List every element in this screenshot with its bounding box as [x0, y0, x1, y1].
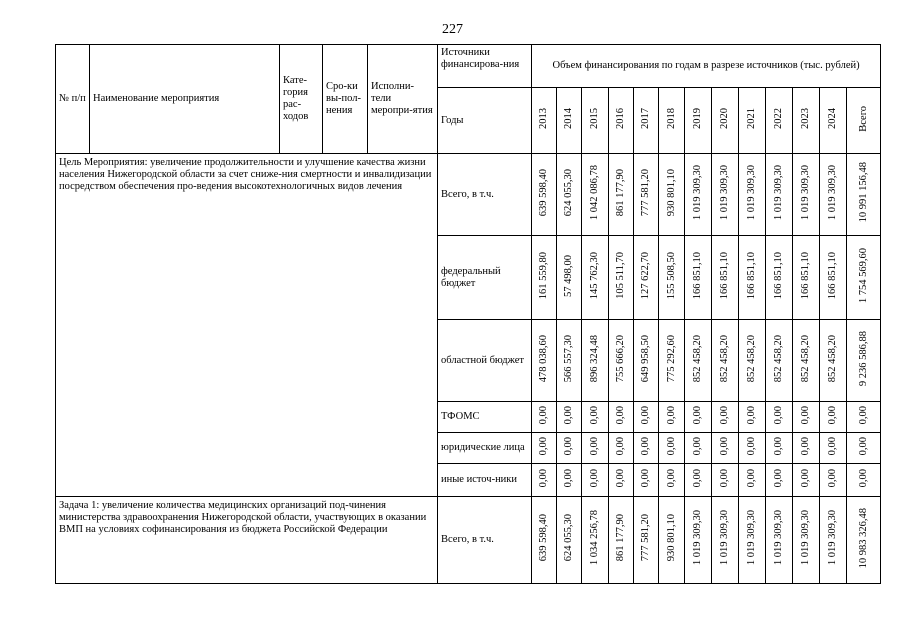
- amount-cell: [582, 464, 609, 497]
- amount-cell: [634, 464, 659, 497]
- amount-cell: [847, 464, 881, 497]
- amount-cell: [557, 433, 582, 464]
- amount-cell-text: 775 292,60: [665, 334, 677, 383]
- source-label: федеральный бюджет: [438, 236, 532, 320]
- amount-cell-text: 852 458,20: [827, 334, 838, 383]
- amount-cell-text: 0,00: [800, 436, 811, 456]
- amount-cell: [685, 154, 712, 236]
- task1-text: Задача 1: увеличение количества медицинских организаций под-чинения министерства здравоохранения Нижегородской области, участвующих в оказании ВМП на условиях софинансирования из бюджета Российской Федерации: [56, 497, 438, 584]
- year-header: [847, 88, 881, 154]
- amount-cell: [820, 402, 847, 433]
- amount-cell-text: 0,00: [589, 405, 600, 425]
- amount-cell-text: 852 458,20: [773, 334, 784, 383]
- amount-cell: [793, 402, 820, 433]
- amount-cell-text: 10 991 156,48: [857, 162, 869, 223]
- amount-cell: [532, 320, 557, 402]
- amount-cell: [557, 236, 582, 320]
- amount-cell: [820, 154, 847, 236]
- amount-cell: [532, 402, 557, 433]
- amount-cell: [582, 497, 609, 584]
- amount-cell-text: 624 055,30: [563, 514, 574, 562]
- amount-cell: [793, 497, 820, 584]
- amount-cell-text: 166 851,10: [746, 251, 757, 300]
- year-header: [609, 88, 634, 154]
- source-label: Всего, в т.ч.: [438, 154, 532, 236]
- amount-cell-text: 639 598,40: [538, 168, 549, 217]
- amount-cell-text: 930 801,10: [665, 514, 677, 562]
- amount-cell: [634, 320, 659, 402]
- year-header-text: 2020: [719, 108, 730, 129]
- amount-cell: [766, 402, 793, 433]
- amount-cell-text: 0,00: [719, 405, 730, 425]
- amount-cell: [659, 464, 685, 497]
- header-terms: Сро-ки вы-пол-нения: [323, 45, 368, 154]
- amount-cell: [609, 464, 634, 497]
- header-executors: Исполни-тели меропри-ятия: [368, 45, 438, 154]
- amount-cell: [793, 433, 820, 464]
- amount-cell-text: 0,00: [692, 436, 703, 456]
- amount-cell: [793, 464, 820, 497]
- amount-cell: [766, 464, 793, 497]
- amount-cell: [712, 402, 739, 433]
- amount-cell-text: 0,00: [538, 436, 549, 456]
- year-header-text: 2017: [640, 108, 651, 129]
- source-label: Всего, в т.ч.: [438, 497, 532, 584]
- amount-cell-text: 861 177,90: [615, 514, 626, 562]
- page-number: 227: [442, 22, 463, 37]
- amount-cell-text: 0,00: [615, 436, 626, 456]
- amount-cell: [739, 433, 766, 464]
- amount-cell-text: 639 598,40: [538, 514, 549, 562]
- amount-cell: [609, 236, 634, 320]
- amount-cell-text: 1 019 309,30: [692, 164, 703, 221]
- year-header: [820, 88, 847, 154]
- amount-cell-text: 145 762,30: [589, 251, 600, 300]
- amount-cell-text: 852 458,20: [800, 334, 811, 383]
- source-label: юридические лица: [438, 433, 532, 464]
- amount-cell: [582, 154, 609, 236]
- amount-cell-text: 0,00: [665, 405, 677, 425]
- amount-cell-text: 0,00: [719, 436, 730, 456]
- amount-cell: [659, 433, 685, 464]
- amount-cell-text: 0,00: [665, 468, 677, 488]
- amount-cell: [634, 154, 659, 236]
- amount-cell: [739, 154, 766, 236]
- amount-cell-text: 57 498,00: [563, 254, 574, 297]
- amount-cell-text: 0,00: [719, 468, 730, 488]
- amount-cell: [793, 236, 820, 320]
- source-label: ТФОМС: [438, 402, 532, 433]
- amount-cell-text: 105 511,70: [615, 252, 626, 299]
- goal-text: Цель Мероприятия: увеличение продолжительности и улучшение качества жизни населения Нижегородской области за счет сниже-ния смертности и инвалидизации посредством обеспечения про-ведения высокотехнологичных видов лечения: [56, 154, 438, 497]
- amount-cell: [712, 497, 739, 584]
- amount-cell: [582, 402, 609, 433]
- amount-cell-text: 0,00: [857, 436, 869, 456]
- amount-cell: [557, 497, 582, 584]
- year-header-text: Всего: [857, 105, 869, 132]
- amount-cell: [557, 402, 582, 433]
- amount-cell-text: 0,00: [538, 405, 549, 425]
- amount-cell: [582, 433, 609, 464]
- amount-cell: [609, 433, 634, 464]
- amount-cell-text: 478 038,60: [538, 334, 549, 383]
- year-header: [659, 88, 685, 154]
- amount-cell: [766, 320, 793, 402]
- amount-cell: [739, 497, 766, 584]
- amount-cell: [712, 236, 739, 320]
- amount-cell-text: 127 622,70: [640, 251, 651, 300]
- amount-cell-text: 166 851,10: [692, 251, 703, 300]
- header-volume: Объем финансирования по годам в разрезе источников (тыс. рублей): [532, 45, 881, 88]
- amount-cell-text: 0,00: [563, 468, 574, 488]
- amount-cell: [766, 154, 793, 236]
- amount-cell: [532, 236, 557, 320]
- amount-cell: [712, 464, 739, 497]
- amount-cell-text: 566 557,30: [563, 334, 574, 383]
- amount-cell: [793, 320, 820, 402]
- amount-cell: [847, 433, 881, 464]
- amount-cell-text: 1 019 309,30: [827, 164, 838, 221]
- year-header-text: 2024: [827, 108, 838, 129]
- amount-cell-text: 0,00: [746, 405, 757, 425]
- amount-cell: [820, 433, 847, 464]
- amount-cell-text: 861 177,90: [615, 168, 626, 217]
- amount-cell-text: 0,00: [827, 405, 838, 425]
- amount-cell-text: 0,00: [665, 436, 677, 456]
- header-sources: Источники финансирова-ния: [438, 45, 532, 88]
- amount-cell-text: 0,00: [857, 405, 869, 425]
- amount-cell: [659, 154, 685, 236]
- amount-cell-text: 1 019 309,30: [719, 510, 730, 566]
- year-header-text: 2022: [773, 108, 784, 129]
- year-header-text: 2019: [692, 108, 703, 129]
- amount-cell-text: 0,00: [692, 468, 703, 488]
- amount-cell: [532, 464, 557, 497]
- amount-cell-text: 161 559,80: [538, 251, 549, 300]
- amount-cell-text: 649 958,50: [640, 334, 651, 383]
- amount-cell: [557, 320, 582, 402]
- amount-cell-text: 166 851,10: [827, 251, 838, 300]
- amount-cell: [820, 236, 847, 320]
- amount-cell-text: 0,00: [589, 468, 600, 488]
- amount-cell-text: 852 458,20: [692, 334, 703, 383]
- amount-cell: [582, 320, 609, 402]
- source-label: областной бюджет: [438, 320, 532, 402]
- amount-cell-text: 1 042 086,78: [589, 164, 600, 221]
- amount-cell-text: 755 666,20: [615, 334, 626, 383]
- year-header: [712, 88, 739, 154]
- year-header-text: 2014: [563, 108, 574, 129]
- amount-cell: [659, 236, 685, 320]
- amount-cell: [847, 320, 881, 402]
- amount-cell-text: 0,00: [827, 436, 838, 456]
- year-header-text: 2016: [615, 108, 626, 129]
- year-header: [685, 88, 712, 154]
- amount-cell-text: 1 019 309,30: [773, 164, 784, 221]
- amount-cell: [712, 320, 739, 402]
- amount-cell: [739, 320, 766, 402]
- year-header-text: 2013: [538, 108, 549, 129]
- amount-cell-text: 155 508,50: [665, 251, 677, 300]
- amount-cell-text: 0,00: [563, 436, 574, 456]
- amount-cell: [847, 497, 881, 584]
- amount-cell: [532, 154, 557, 236]
- amount-cell: [847, 402, 881, 433]
- amount-cell-text: 0,00: [640, 405, 651, 425]
- amount-cell: [847, 154, 881, 236]
- amount-cell-text: 166 851,10: [800, 251, 811, 300]
- amount-cell-text: 1 019 309,30: [746, 510, 757, 566]
- amount-cell: [685, 320, 712, 402]
- amount-cell: [712, 154, 739, 236]
- amount-cell-text: 0,00: [773, 436, 784, 456]
- year-header: [739, 88, 766, 154]
- amount-cell: [532, 497, 557, 584]
- amount-cell-text: 0,00: [640, 436, 651, 456]
- amount-cell-text: 1 019 309,30: [800, 510, 811, 566]
- header-num: № п/п: [56, 45, 90, 154]
- amount-cell: [634, 236, 659, 320]
- header-years-label: Годы: [438, 88, 532, 154]
- amount-cell: [685, 402, 712, 433]
- amount-cell-text: 0,00: [615, 468, 626, 488]
- header-name: Наименование мероприятия: [90, 45, 280, 154]
- amount-cell: [634, 497, 659, 584]
- year-header: [532, 88, 557, 154]
- amount-cell: [766, 433, 793, 464]
- amount-cell: [685, 433, 712, 464]
- amount-cell-text: 166 851,10: [773, 251, 784, 300]
- amount-cell-text: 0,00: [615, 405, 626, 425]
- year-header: [766, 88, 793, 154]
- amount-cell-text: 10 983 326,48: [857, 507, 869, 569]
- amount-cell-text: 9 236 586,88: [857, 330, 869, 387]
- amount-cell-text: 166 851,10: [719, 251, 730, 300]
- amount-cell-text: 0,00: [692, 405, 703, 425]
- amount-cell: [532, 433, 557, 464]
- amount-cell-text: 1 034 256,78: [589, 510, 600, 566]
- year-header: [582, 88, 609, 154]
- amount-cell: [557, 464, 582, 497]
- amount-cell-text: 1 019 309,30: [692, 510, 703, 566]
- amount-cell-text: 0,00: [640, 468, 651, 488]
- amount-cell: [609, 320, 634, 402]
- amount-cell-text: 1 019 309,30: [800, 164, 811, 221]
- amount-cell-text: 1 019 309,30: [719, 164, 730, 221]
- amount-cell-text: 1 754 569,60: [857, 247, 869, 304]
- amount-cell: [634, 402, 659, 433]
- amount-cell: [634, 433, 659, 464]
- amount-cell-text: 777 581,20: [640, 514, 651, 562]
- amount-cell: [820, 497, 847, 584]
- year-header: [793, 88, 820, 154]
- amount-cell-text: 0,00: [800, 468, 811, 488]
- year-header: [634, 88, 659, 154]
- amount-cell-text: 0,00: [773, 405, 784, 425]
- amount-cell: [712, 433, 739, 464]
- amount-cell-text: 930 801,10: [665, 168, 677, 217]
- amount-cell: [659, 402, 685, 433]
- amount-cell: [609, 154, 634, 236]
- source-label: иные источ-ники: [438, 464, 532, 497]
- amount-cell-text: 0,00: [538, 468, 549, 488]
- year-header-text: 2021: [746, 108, 757, 129]
- amount-cell: [739, 236, 766, 320]
- amount-cell-text: 852 458,20: [719, 334, 730, 383]
- year-header: [557, 88, 582, 154]
- year-header-text: 2023: [800, 108, 811, 129]
- amount-cell-text: 0,00: [746, 436, 757, 456]
- amount-cell: [685, 464, 712, 497]
- amount-cell-text: 777 581,20: [640, 168, 651, 217]
- amount-cell-text: 0,00: [589, 436, 600, 456]
- amount-cell: [582, 236, 609, 320]
- amount-cell-text: 0,00: [857, 468, 869, 488]
- amount-cell: [609, 497, 634, 584]
- amount-cell-text: 0,00: [827, 468, 838, 488]
- amount-cell: [739, 402, 766, 433]
- amount-cell: [659, 320, 685, 402]
- year-header-text: 2018: [665, 108, 677, 129]
- amount-cell: [820, 464, 847, 497]
- amount-cell-text: 1 019 309,30: [773, 510, 784, 566]
- amount-cell: [820, 320, 847, 402]
- header-category: Кате-гория рас-ходов: [280, 45, 323, 154]
- amount-cell: [609, 402, 634, 433]
- amount-cell-text: 0,00: [563, 405, 574, 425]
- amount-cell: [766, 497, 793, 584]
- amount-cell-text: 624 055,30: [563, 168, 574, 217]
- financing-table: [55, 44, 881, 584]
- amount-cell: [793, 154, 820, 236]
- amount-cell: [557, 154, 582, 236]
- amount-cell-text: 0,00: [746, 468, 757, 488]
- amount-cell: [766, 236, 793, 320]
- amount-cell-text: 896 324,48: [589, 334, 600, 383]
- amount-cell-text: 0,00: [773, 468, 784, 488]
- amount-cell-text: 852 458,20: [746, 334, 757, 383]
- amount-cell-text: 1 019 309,30: [827, 510, 838, 566]
- amount-cell: [847, 236, 881, 320]
- amount-cell: [739, 464, 766, 497]
- amount-cell: [685, 497, 712, 584]
- amount-cell-text: 0,00: [800, 405, 811, 425]
- amount-cell: [659, 497, 685, 584]
- amount-cell: [685, 236, 712, 320]
- year-header-text: 2015: [589, 108, 600, 129]
- amount-cell-text: 1 019 309,30: [746, 164, 757, 221]
